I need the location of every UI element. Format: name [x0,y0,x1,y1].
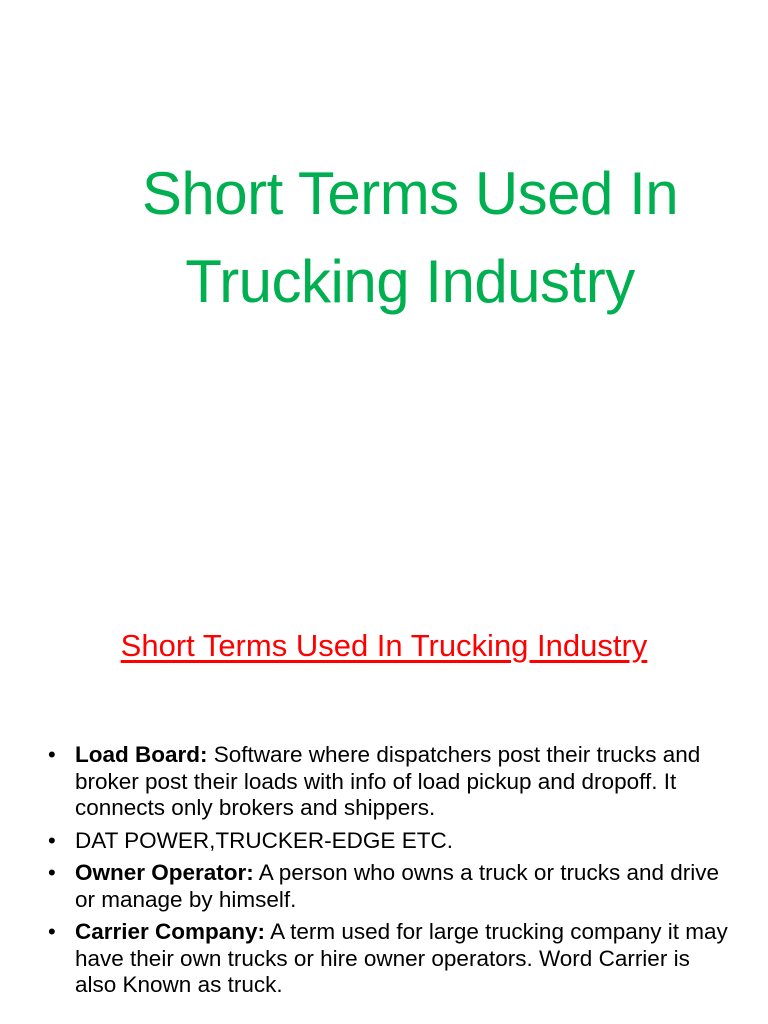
bullet-icon: • [48,827,56,853]
bullet-icon: • [48,742,56,767]
term-label: Owner Operator: [75,860,254,885]
term-definition: DAT POWER,TRUCKER-EDGE ETC. [75,827,453,853]
title-line-2: Trucking Industry [185,248,635,315]
list-item-carrier-company [48,919,728,999]
content-slide [0,576,768,1024]
term-list [48,742,728,1005]
term-definition: Software where dispatchers post their trucks and broker post their loads with info of load pickup and dropoff. It connects only brokers and shippers. [75,742,701,820]
bullet-icon: • [48,860,56,885]
title-slide-heading [60,150,760,326]
list-item-examples [48,828,728,855]
list-item-owner-operator [48,860,728,913]
term-label: Carrier Company: [75,919,266,944]
term-label: Load Board: [75,742,208,767]
list-item-load-board [48,742,728,822]
term-definition: A term used for large trucking company it may have their own trucks or hire owner operators. Word Carrier is also Known as truck. [75,919,728,997]
content-slide-heading: Short Terms Used In Trucking Industry [120,628,648,663]
title-line-1: Short Terms Used In [141,160,679,227]
bullet-icon: • [48,919,56,944]
term-definition: A person who owns a truck or trucks and drive or manage by himself. [75,860,720,912]
